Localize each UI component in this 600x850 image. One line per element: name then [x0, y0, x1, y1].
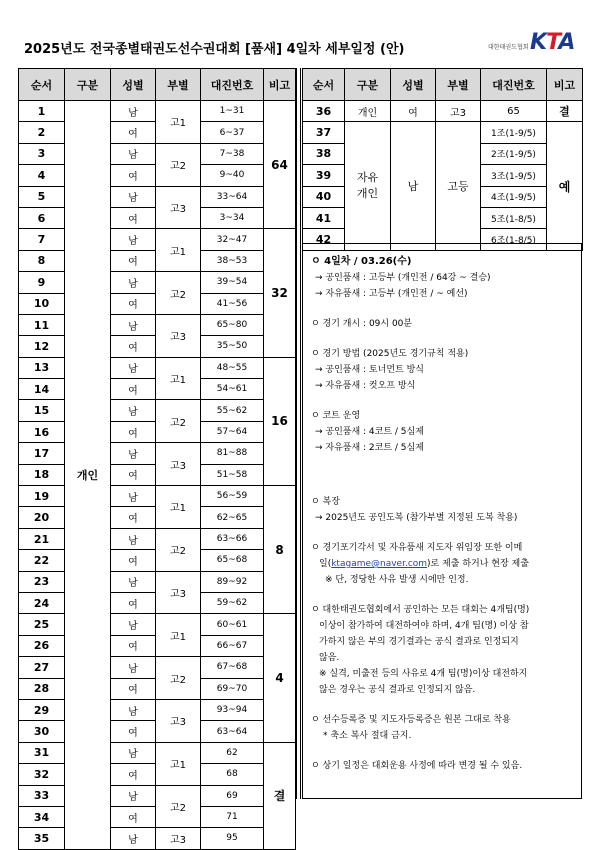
match-cell: 67~68	[201, 657, 264, 678]
note-official-4: 않음.	[319, 653, 340, 663]
match-cell: 57~64	[201, 421, 264, 442]
note-withdraw-exception: ※ 단, 정당한 사유 발생 시에만 인정.	[325, 575, 469, 585]
match-cell: 7~38	[201, 143, 264, 164]
column-header: 순서	[19, 69, 65, 101]
match-cell: 54~61	[201, 379, 264, 400]
gender-cell: 여	[111, 806, 156, 827]
schedule-table-right	[302, 68, 583, 251]
category-cell: 개인	[345, 101, 391, 122]
schedule-table-left	[18, 68, 296, 850]
order-cell: 11	[19, 314, 65, 335]
division-cell: 고1	[156, 101, 201, 144]
order-cell: 17	[19, 443, 65, 464]
page-title: 2025년도 전국종별태권도선수권대회 [품새] 4일차 세부일정 (안)	[24, 42, 405, 57]
table-row	[19, 614, 296, 635]
gender-cell: 남	[111, 101, 156, 122]
order-cell: 2	[19, 122, 65, 143]
table-row	[19, 785, 296, 806]
column-header: 부별	[436, 69, 481, 101]
gender-cell: 여	[111, 464, 156, 485]
gender-cell: 여	[111, 250, 156, 271]
match-cell: 65~80	[201, 314, 264, 335]
division-cell: 고3	[156, 314, 201, 357]
table-row	[19, 828, 296, 849]
gender-cell: 남	[111, 186, 156, 207]
division-cell: 고등	[436, 122, 481, 250]
email-link[interactable]: ktagame@naver.com	[331, 559, 428, 569]
table-row	[19, 571, 296, 592]
table-row	[19, 400, 296, 421]
order-cell: 42	[303, 229, 345, 250]
order-cell: 14	[19, 379, 65, 400]
order-cell: 32	[19, 764, 65, 785]
order-cell: 36	[303, 101, 345, 122]
match-cell: 2조(1-9/5)	[481, 143, 547, 164]
match-cell: 69	[201, 785, 264, 806]
remark-cell: 32	[264, 229, 296, 357]
gender-cell: 남	[111, 742, 156, 763]
table-row	[19, 699, 296, 720]
table-row	[19, 486, 296, 507]
order-cell: 16	[19, 421, 65, 442]
match-cell: 48~55	[201, 357, 264, 378]
gender-cell: 남	[111, 272, 156, 293]
note-official-1: ㅇ 대한태권도협회에서 공인하는 모든 대회는 4개팀(명)	[311, 605, 530, 615]
note-method: ㅇ 경기 방법 (2025년도 경기규칙 적용)	[311, 349, 469, 359]
table-row	[19, 186, 296, 207]
division-cell: 고3	[156, 571, 201, 614]
kta-logo: KTA	[530, 30, 575, 55]
order-cell: 39	[303, 165, 345, 186]
match-cell: 1조(1-9/5)	[481, 122, 547, 143]
note-start: ㅇ 경기 개시 : 09시 00분	[311, 319, 413, 329]
note-court-line2: → 자유품새 : 2코트 / 5심제	[315, 443, 424, 453]
match-cell: 1~31	[201, 101, 264, 122]
order-cell: 20	[19, 507, 65, 528]
order-cell: 19	[19, 486, 65, 507]
note-attire-line1: → 2025년도 공인도복 (참가부별 지정된 도복 착용)	[315, 513, 518, 523]
remark-cell: 4	[264, 614, 296, 742]
gender-cell: 남	[111, 614, 156, 635]
order-cell: 38	[303, 143, 345, 164]
match-cell: 33~64	[201, 186, 264, 207]
gender-cell: 여	[391, 101, 436, 122]
match-cell: 65~68	[201, 550, 264, 571]
order-cell: 7	[19, 229, 65, 250]
order-cell: 41	[303, 207, 345, 228]
gender-cell: 여	[111, 336, 156, 357]
note-day: ㅇ 4일차 / 03.26(수)	[311, 256, 412, 267]
match-cell: 3~34	[201, 207, 264, 228]
match-cell: 65	[481, 101, 547, 122]
gender-cell: 여	[111, 507, 156, 528]
table-row	[19, 742, 296, 763]
category-line: 자유	[356, 171, 379, 185]
match-cell: 41~56	[201, 293, 264, 314]
gender-cell: 여	[111, 721, 156, 742]
gender-cell: 여	[111, 207, 156, 228]
order-cell: 27	[19, 657, 65, 678]
gender-cell: 여	[111, 379, 156, 400]
order-cell: 12	[19, 336, 65, 357]
header-row	[19, 69, 296, 101]
order-cell: 40	[303, 186, 345, 207]
gender-cell: 남	[111, 657, 156, 678]
note-method-line1: → 공인품새 : 토너먼트 방식	[315, 365, 424, 375]
match-cell: 3조(1-9/5)	[481, 165, 547, 186]
division-cell: 고1	[156, 742, 201, 785]
note-official-2: 이상이 참가하여 대전하여야 하며, 4개 팀(명) 이상 참	[319, 621, 529, 631]
page-header	[0, 0, 600, 66]
note-cert-sub: * 축소 복사 절대 금지.	[323, 731, 412, 741]
table-row	[19, 229, 296, 250]
match-cell: 51~58	[201, 464, 264, 485]
note-court: ㅇ 코트 운영	[311, 411, 361, 421]
gender-cell: 남	[111, 828, 156, 849]
match-cell: 4조(1-9/5)	[481, 186, 547, 207]
order-cell: 26	[19, 635, 65, 656]
gender-cell: 여	[111, 122, 156, 143]
division-cell: 고3	[156, 443, 201, 486]
division-cell: 고3	[156, 699, 201, 742]
gender-cell: 남	[111, 314, 156, 335]
note-official-5: ※ 실격, 미출전 등의 사유로 4개 팀(명)이상 대전하지	[319, 669, 528, 679]
table-separator	[296, 68, 301, 799]
column-header: 부별	[156, 69, 201, 101]
gender-cell: 남	[391, 122, 436, 250]
column-header: 비고	[547, 69, 583, 101]
order-cell: 31	[19, 742, 65, 763]
division-cell: 고3	[436, 101, 481, 122]
division-cell: 고1	[156, 357, 201, 400]
order-cell: 4	[19, 165, 65, 186]
match-cell: 6조(1-8/5)	[481, 229, 547, 250]
order-cell: 10	[19, 293, 65, 314]
order-cell: 37	[303, 122, 345, 143]
column-header: 대진번호	[481, 69, 547, 101]
order-cell: 18	[19, 464, 65, 485]
gender-cell: 남	[111, 528, 156, 549]
match-cell: 95	[201, 828, 264, 849]
remark-cell: 64	[264, 101, 296, 229]
column-header: 대진번호	[201, 69, 264, 101]
match-cell: 69~70	[201, 678, 264, 699]
order-cell: 3	[19, 143, 65, 164]
header-row	[303, 69, 583, 101]
match-cell: 60~61	[201, 614, 264, 635]
division-cell: 고2	[156, 272, 201, 315]
table-row	[19, 357, 296, 378]
note-day-line1: → 공인품새 : 고등부 (개인전 / 64강 ~ 결승)	[315, 273, 491, 283]
match-cell: 71	[201, 806, 264, 827]
remark-cell: 16	[264, 357, 296, 485]
category-cell	[345, 122, 391, 250]
order-cell: 9	[19, 272, 65, 293]
division-cell: 고2	[156, 785, 201, 828]
table-row	[303, 101, 583, 122]
division-cell: 고2	[156, 143, 201, 186]
gender-cell: 남	[111, 400, 156, 421]
match-cell: 93~94	[201, 699, 264, 720]
order-cell: 34	[19, 806, 65, 827]
org-name: 대한태권도협회	[488, 44, 529, 51]
order-cell: 6	[19, 207, 65, 228]
division-cell: 고1	[156, 486, 201, 529]
match-cell: 59~62	[201, 592, 264, 613]
note-withdraw: ㅇ 경기포기각서 및 자유품새 지도자 위임장 또한 이메	[311, 543, 523, 553]
note-method-line2: → 자유품새 : 컷오프 방식	[315, 381, 416, 391]
gender-cell: 남	[111, 443, 156, 464]
gender-cell: 남	[111, 143, 156, 164]
order-cell: 23	[19, 571, 65, 592]
gender-cell: 여	[111, 550, 156, 571]
division-cell: 고2	[156, 400, 201, 443]
match-cell: 62~65	[201, 507, 264, 528]
match-cell: 63~66	[201, 528, 264, 549]
table-row	[19, 272, 296, 293]
table-row	[19, 101, 296, 122]
gender-cell: 남	[111, 229, 156, 250]
column-header: 구분	[345, 69, 391, 101]
division-cell: 고3	[156, 828, 201, 849]
note-withdraw-email-line: 일(ktagame@naver.com)로 제출 하거나 현장 제출	[319, 559, 529, 569]
match-cell: 32~47	[201, 229, 264, 250]
schedule-notes	[302, 243, 582, 799]
order-cell: 22	[19, 550, 65, 571]
gender-cell: 남	[111, 571, 156, 592]
note-court-line1: → 공인품새 : 4코트 / 5심제	[315, 427, 424, 437]
match-cell: 35~50	[201, 336, 264, 357]
category-line: 개인	[356, 187, 379, 201]
note-official-3: 가하지 않은 부의 경기결과는 공식 결과로 인정되지	[319, 637, 519, 647]
column-header: 비고	[264, 69, 296, 101]
order-cell: 21	[19, 528, 65, 549]
gender-cell: 여	[111, 678, 156, 699]
gender-cell: 여	[111, 293, 156, 314]
remark-cell: 예	[547, 122, 583, 250]
note-cert: ㅇ 선수등록증 및 지도자등록증은 원본 그대로 착용	[311, 715, 511, 725]
match-cell: 39~54	[201, 272, 264, 293]
order-cell: 25	[19, 614, 65, 635]
gender-cell: 여	[111, 635, 156, 656]
match-cell: 56~59	[201, 486, 264, 507]
column-header: 구분	[65, 69, 111, 101]
table-row	[19, 528, 296, 549]
match-cell: 38~53	[201, 250, 264, 271]
division-cell: 고1	[156, 229, 201, 272]
remark-cell: 결	[264, 742, 296, 849]
category-cell: 개인	[65, 101, 111, 850]
match-cell: 63~64	[201, 721, 264, 742]
match-cell: 81~88	[201, 443, 264, 464]
match-cell: 89~92	[201, 571, 264, 592]
division-cell: 고1	[156, 614, 201, 657]
column-header: 성별	[391, 69, 436, 101]
match-cell: 9~40	[201, 165, 264, 186]
order-cell: 15	[19, 400, 65, 421]
remark-cell: 결	[547, 101, 583, 122]
table-row	[19, 314, 296, 335]
gender-cell: 여	[111, 421, 156, 442]
gender-cell: 남	[111, 699, 156, 720]
match-cell: 68	[201, 764, 264, 785]
division-cell: 고3	[156, 186, 201, 229]
match-cell: 66~67	[201, 635, 264, 656]
table-row	[303, 122, 583, 143]
match-cell: 55~62	[201, 400, 264, 421]
remark-cell: 8	[264, 486, 296, 614]
gender-cell: 여	[111, 592, 156, 613]
match-cell: 62	[201, 742, 264, 763]
order-cell: 29	[19, 699, 65, 720]
table-row	[19, 443, 296, 464]
order-cell: 1	[19, 101, 65, 122]
order-cell: 13	[19, 357, 65, 378]
note-attire: ㅇ 복장	[311, 497, 340, 507]
division-cell: 고2	[156, 657, 201, 700]
note-official-6: 않은 경우는 공식 결과로 인정되지 않음.	[319, 685, 476, 695]
gender-cell: 남	[111, 486, 156, 507]
gender-cell: 남	[111, 357, 156, 378]
order-cell: 24	[19, 592, 65, 613]
order-cell: 33	[19, 785, 65, 806]
match-cell: 6~37	[201, 122, 264, 143]
order-cell: 35	[19, 828, 65, 849]
table-row	[19, 143, 296, 164]
gender-cell: 여	[111, 165, 156, 186]
match-cell: 5조(1-8/5)	[481, 207, 547, 228]
column-header: 순서	[303, 69, 345, 101]
gender-cell: 남	[111, 785, 156, 806]
note-day-line2: → 자유품새 : 고등부 (개인전 / ~ 예선)	[315, 289, 468, 299]
column-header: 성별	[111, 69, 156, 101]
order-cell: 5	[19, 186, 65, 207]
note-change: ㅇ 상기 일정은 대회운용 사정에 따라 변경 될 수 있음.	[311, 761, 523, 771]
order-cell: 8	[19, 250, 65, 271]
order-cell: 30	[19, 721, 65, 742]
order-cell: 28	[19, 678, 65, 699]
gender-cell: 여	[111, 764, 156, 785]
division-cell: 고2	[156, 528, 201, 571]
table-row	[19, 657, 296, 678]
